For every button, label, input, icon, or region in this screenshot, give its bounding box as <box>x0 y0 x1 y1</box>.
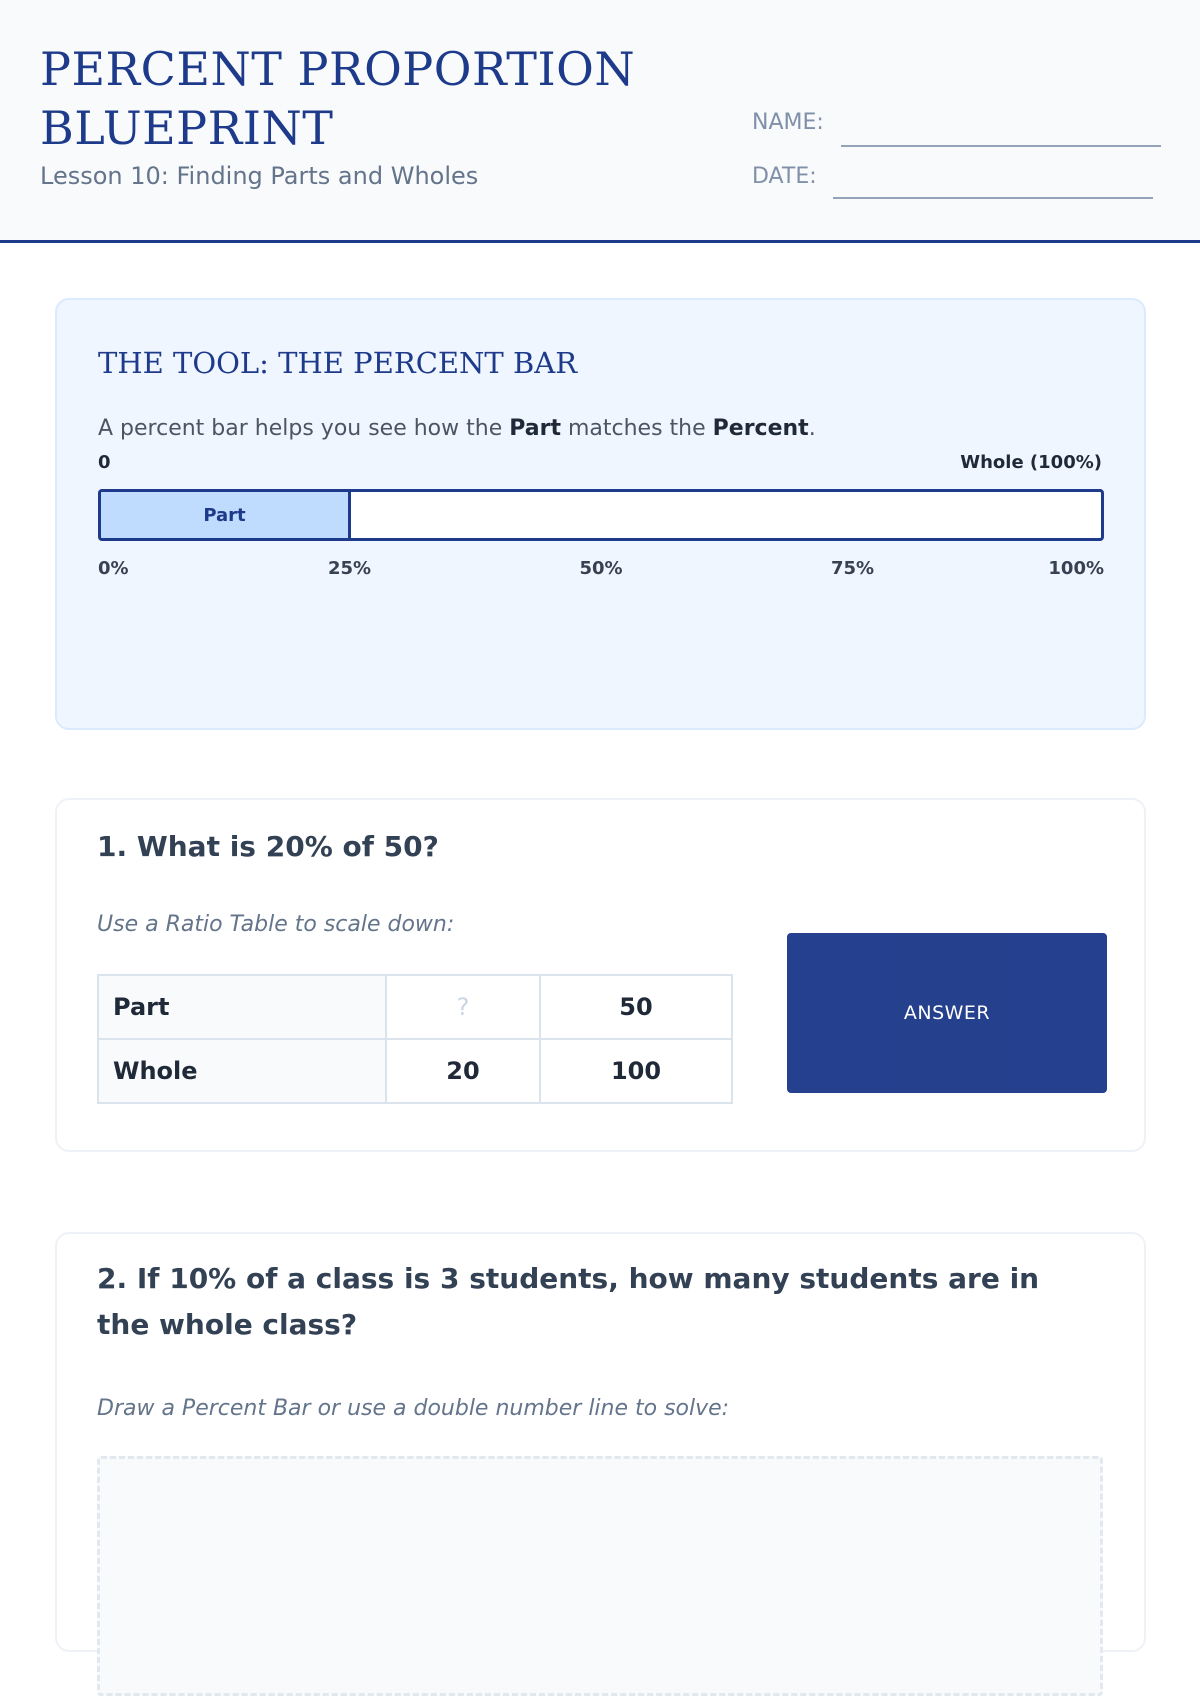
ratio-cell: 20 <box>386 1039 540 1103</box>
name-label: NAME: <box>752 110 824 135</box>
question-1-hint: Use a Ratio Table to scale down: <box>97 912 455 937</box>
tick-label: 25% <box>327 558 372 579</box>
worksheet-header <box>0 0 1200 243</box>
tick-label: 100% <box>1048 558 1104 579</box>
ratio-unknown-cell[interactable]: ? <box>386 975 540 1039</box>
ratio-row-label: Part <box>98 975 386 1039</box>
tick-label: 50% <box>579 558 623 579</box>
question-2-card <box>55 1232 1146 1652</box>
date-field[interactable] <box>833 197 1153 199</box>
name-field[interactable] <box>841 145 1161 147</box>
table-row <box>98 975 732 1039</box>
bar-end-label: Whole (100%) <box>960 452 1102 473</box>
ratio-row-label: Whole <box>98 1039 386 1103</box>
ratio-table <box>97 974 733 1104</box>
question-2-hint: Draw a Percent Bar or use a double number line to solve: <box>97 1396 730 1421</box>
desc-percent-word: Percent <box>712 416 809 441</box>
tick-label: 75% <box>830 558 875 579</box>
question-2-title: 2. If 10% of a class is 3 students, how many students are in the whole class? <box>97 1262 1040 1341</box>
percent-bar <box>98 489 1104 541</box>
percent-bar-tool-card <box>55 298 1146 730</box>
percent-bar-part-fill: Part <box>101 492 351 538</box>
question-1-card <box>55 798 1146 1152</box>
ratio-cell: 50 <box>540 975 732 1039</box>
bar-start-label: 0 <box>98 452 111 473</box>
ratio-cell: 100 <box>540 1039 732 1103</box>
table-row <box>98 1039 732 1103</box>
lesson-subtitle: Lesson 10: Finding Parts and Wholes <box>40 162 479 190</box>
answer-box[interactable]: ANSWER <box>787 933 1107 1093</box>
tick-label: 0% <box>98 558 129 579</box>
desc-text: matches the <box>560 416 713 441</box>
desc-part-word: Part <box>509 416 561 441</box>
desc-text: A percent bar helps you see how the <box>98 416 510 441</box>
question-1-title: 1. What is 20% of 50? <box>97 830 439 863</box>
worksheet-title: PERCENT PROPORTION BLUEPRINT <box>40 42 636 155</box>
desc-text: . <box>808 416 816 441</box>
work-area[interactable] <box>97 1456 1103 1696</box>
tool-title: THE TOOL: THE PERCENT BAR <box>98 346 578 380</box>
date-label: DATE: <box>752 164 817 189</box>
tool-description <box>98 416 816 441</box>
